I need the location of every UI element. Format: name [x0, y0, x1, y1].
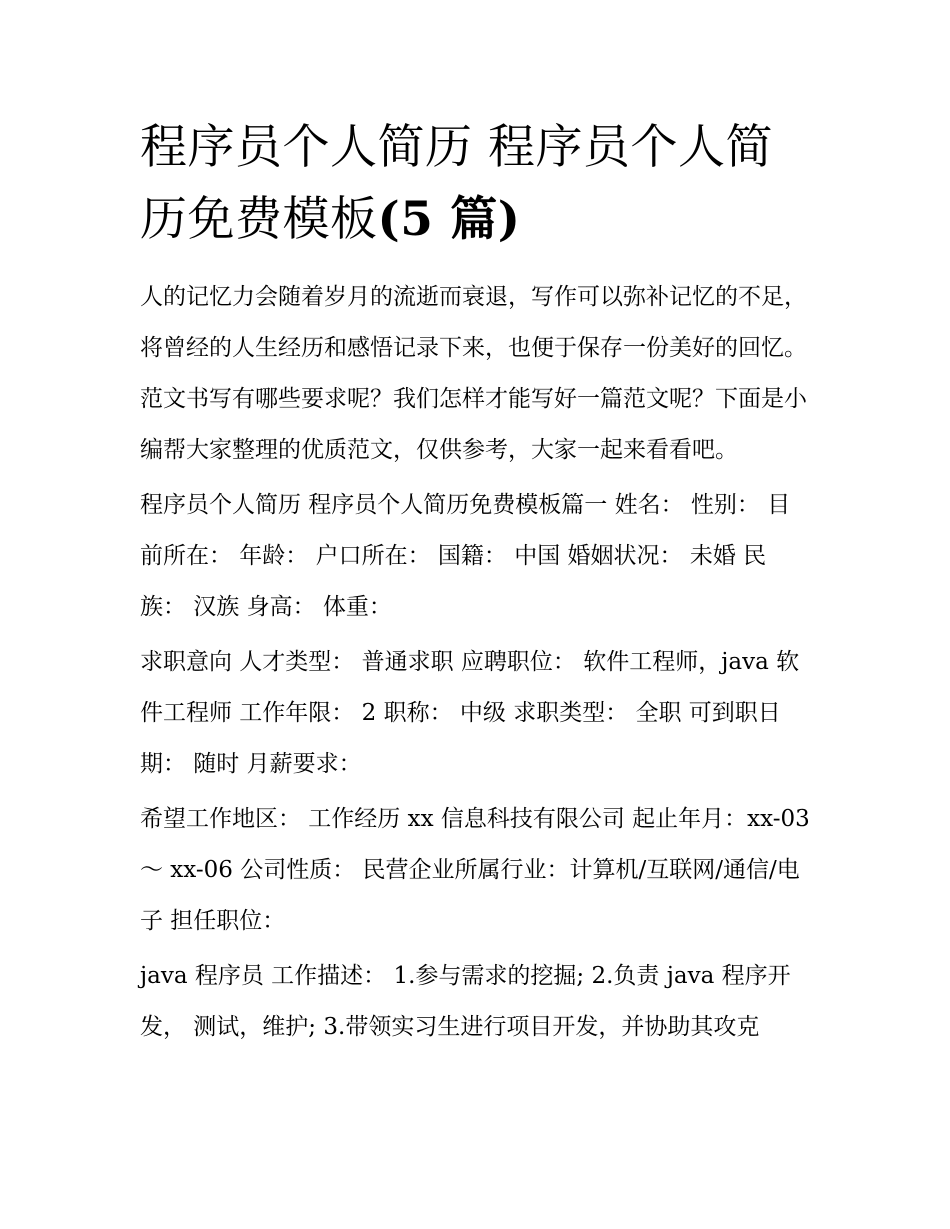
- job-description-paragraph: java 程序员 工作描述： 1.参与需求的挖掘; 2.负责 java 程序开发， 测试，维护; 3.带领实习生进行项目开发，并协助其攻克: [140, 963, 791, 1040]
- document-body: [140, 112, 812, 1057]
- document-title-suffix: (5 篇): [377, 192, 521, 247]
- work-experience-paragraph: 希望工作地区： 工作经历 xx 信息科技有限公司 起止年月：xx-03 ～ xx-06 公司性质： 民营企业所属行业：计算机/互联网/通信/电子 担任职位：: [140, 806, 810, 934]
- personal-info-paragraph: 程序员个人简历 程序员个人简历免费模板篇一 姓名： 性别： 目前所在： 年龄： 户口所在： 国籍： 中国 婚姻状况： 未婚 民族： 汉族 身高： 体重：: [140, 492, 791, 620]
- document-title: [140, 112, 812, 256]
- intro-paragraph: 人的记忆力会随着岁月的流逝而衰退，写作可以弥补记忆的不足，将曾经的人生经历和感悟记录下来，也便于保存一份美好的回忆。范文书写有哪些要求呢？我们怎样才能写好一篇范文呢？下面是小编帮大家整理的优质范文，仅供参考，大家一起来看看吧。: [140, 284, 807, 463]
- job-intention-paragraph: 求职意向 人才类型： 普通求职 应聘职位： 软件工程师，java 软件工程师 工作年限： 2 职称： 中级 求职类型： 全职 可到职日期： 随时 月薪要求：: [140, 649, 800, 777]
- document-title-main: 程序员个人简历 程序员个人简历免费模板: [140, 120, 773, 247]
